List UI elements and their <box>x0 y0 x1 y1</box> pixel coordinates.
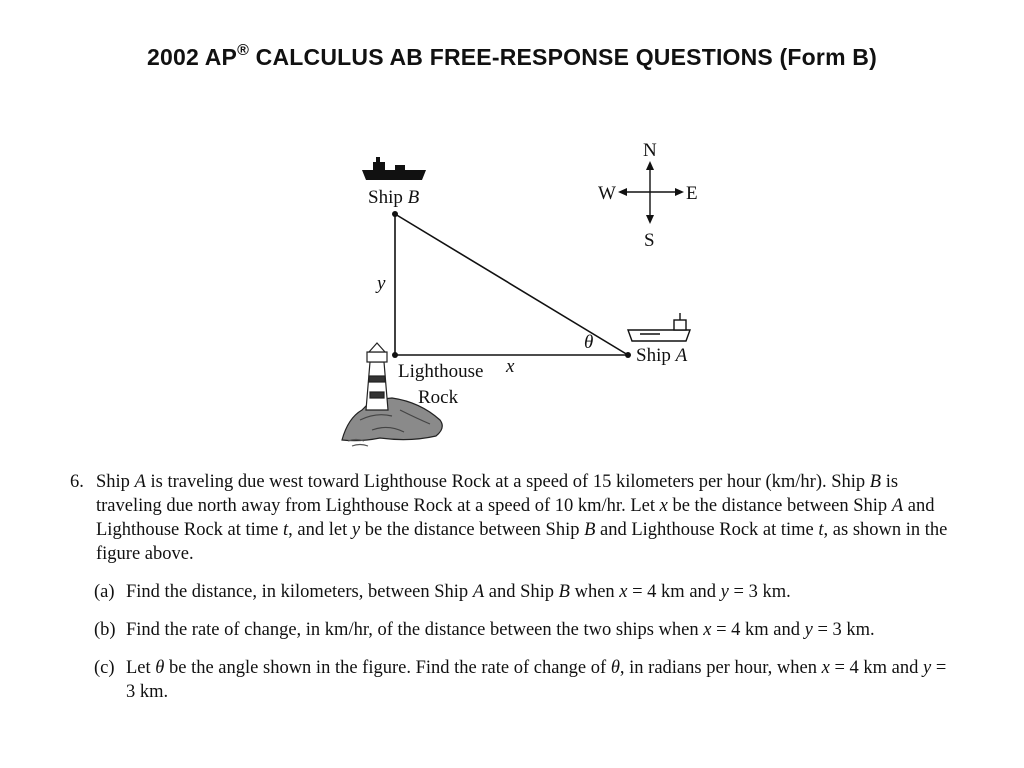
title-prefix: 2002 AP <box>147 44 238 70</box>
part-b-label: (b) <box>94 620 116 640</box>
lighthouse-label-line1: Lighthouse <box>398 361 484 382</box>
question-6 <box>70 470 960 566</box>
question-prompt: Ship A is traveling due west toward Lighthouse Rock at a speed of 15 kilometers per hour (km/hr). Ship B is traveling due north away from Lighthouse Rock at a speed of 10 km/hr. Let x be the distance between Ship A and Lighthouse Rock at time t, and let y be the distance between Ship B and Lighthouse Rock at time t, as shown in the figure above. <box>96 472 948 564</box>
compass-north: N <box>643 140 657 161</box>
ship-a-point <box>625 352 631 358</box>
ship-b-point <box>392 211 398 217</box>
registered-mark: ® <box>237 42 250 59</box>
lighthouse-label-line2: Rock <box>418 387 459 408</box>
question-number: 6. <box>70 472 84 492</box>
problem-text <box>70 470 960 704</box>
part-b <box>94 618 960 642</box>
lighthouse-point <box>392 352 398 358</box>
part-b-text: Find the rate of change, in km/hr, of the distance between the two ships when x = 4 km and y = 3 km. <box>126 620 875 640</box>
compass-rose <box>618 161 684 224</box>
title-suffix: CALCULUS AB FREE-RESPONSE QUESTIONS (Form B) <box>249 44 877 70</box>
part-c <box>94 656 960 704</box>
theta-label: θ <box>584 332 594 353</box>
compass-east: E <box>686 183 698 204</box>
ship-a-icon <box>628 313 690 341</box>
part-a-label: (a) <box>94 582 115 602</box>
compass-west: W <box>598 183 616 204</box>
y-label: y <box>377 273 386 294</box>
part-a-text: Find the distance, in kilometers, between Ship A and Ship B when x = 4 km and y = 3 km. <box>126 582 791 602</box>
ship-b-label: Ship B <box>368 187 420 208</box>
compass-south: S <box>644 230 655 251</box>
ship-b-icon <box>362 157 426 180</box>
part-a <box>94 580 960 604</box>
part-c-text: Let θ be the angle shown in the figure. Find the rate of change of θ, in radians per hour, when x = 4 km and y = 3 km. <box>126 658 947 702</box>
part-c-label: (c) <box>94 658 115 678</box>
ship-a-label: Ship A <box>636 345 688 366</box>
x-label: x <box>506 356 515 377</box>
